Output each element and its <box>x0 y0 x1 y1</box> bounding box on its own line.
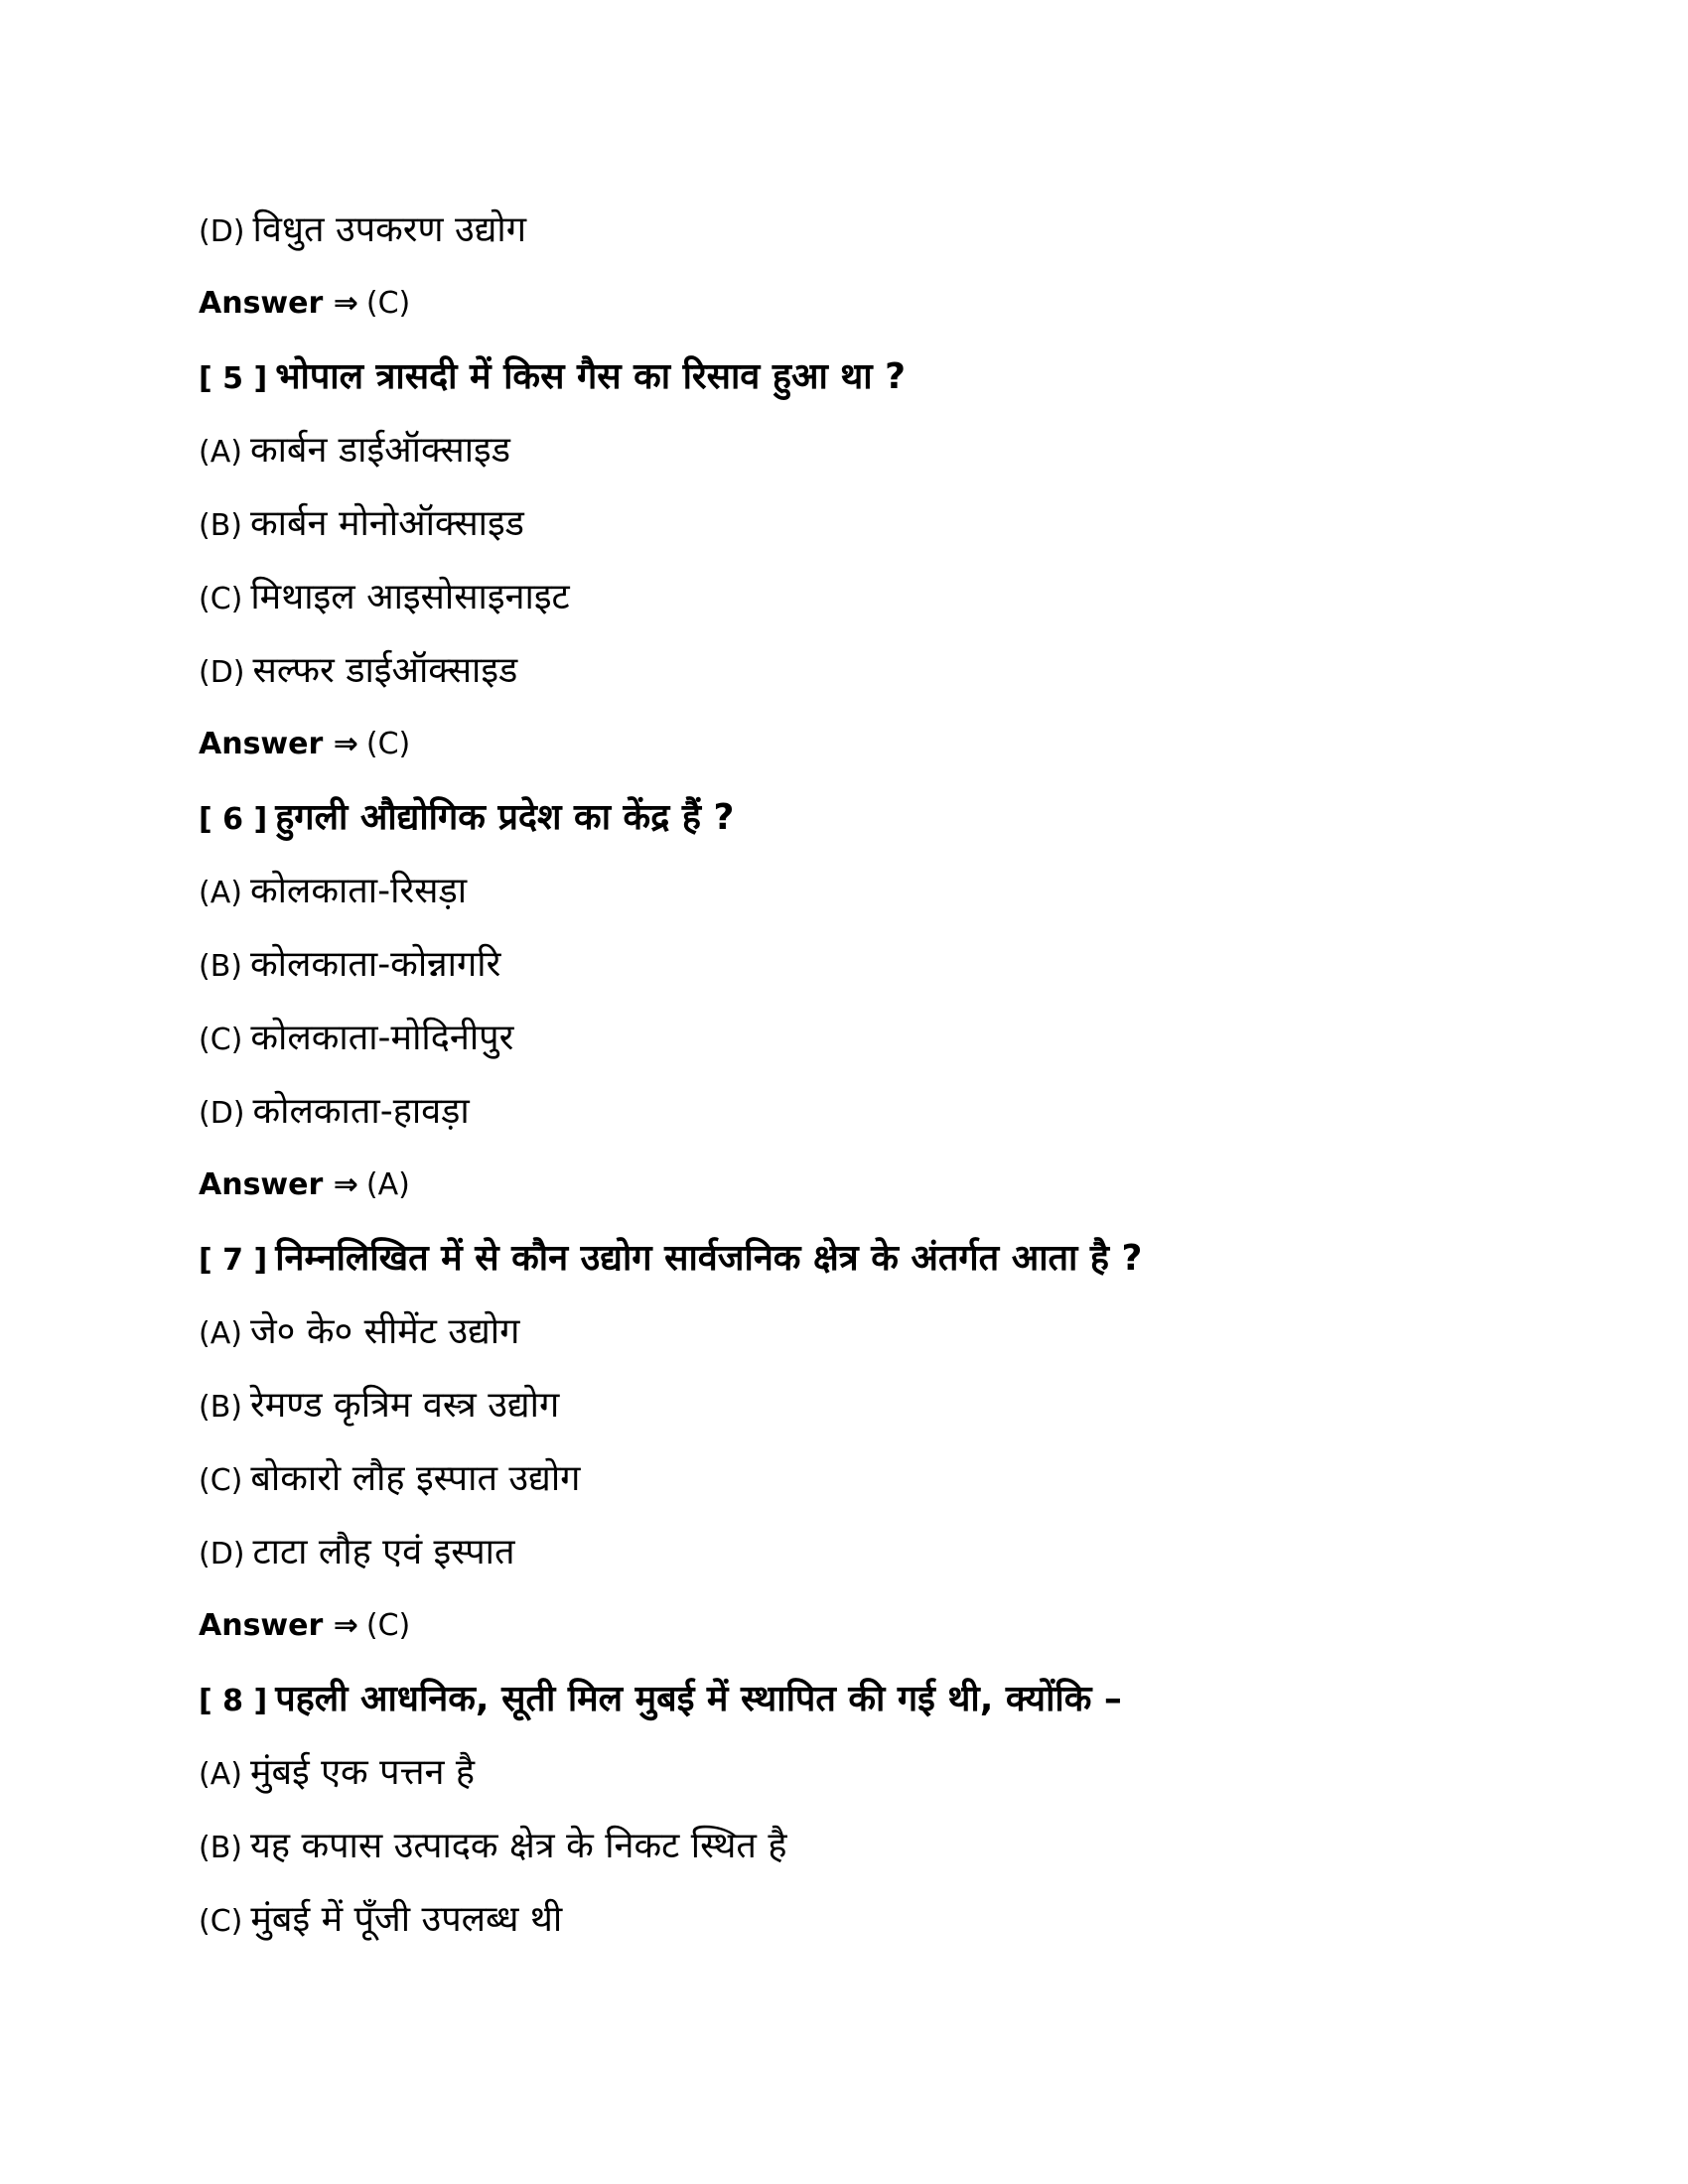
answer-value: (C) <box>365 286 411 321</box>
option-line <box>199 1369 1489 1442</box>
option-letter: (D) <box>199 214 245 249</box>
option-text: कार्बन डाईऑक्साइड <box>249 430 510 471</box>
option-letter: (A) <box>199 435 242 470</box>
question-number: [ 6 ] <box>199 802 268 837</box>
option-line <box>199 1736 1489 1810</box>
question-text: भोपाल त्रासदी में किस गैस का रिसाव हुआ था ? <box>275 356 907 397</box>
answer-line <box>199 1149 1489 1222</box>
option-letter: (C) <box>199 582 243 616</box>
option-line <box>199 414 1489 487</box>
answer-value: (C) <box>365 1608 411 1643</box>
option-letter: (A) <box>199 1757 242 1792</box>
option-text: मुंबई एक पत्तन है <box>249 1752 476 1793</box>
answer-value: (C) <box>365 727 411 761</box>
option-text: कार्बन मोनोऑक्साइड <box>250 503 524 544</box>
option-letter: (B) <box>199 508 242 543</box>
option-line <box>199 1442 1489 1516</box>
option-text: मुंबई में पूँजी उपलब्ध थी <box>250 1899 563 1940</box>
option-line <box>199 487 1489 561</box>
question-line <box>199 1663 1489 1736</box>
option-text: कोलकाता-मोदिनीपुर <box>250 1018 514 1058</box>
answer-label: Answer ⇒ <box>199 1608 358 1643</box>
option-line <box>199 855 1489 928</box>
option-text: मिथाइल आइसोसाइनाइट <box>250 577 570 617</box>
option-letter: (D) <box>199 1537 245 1571</box>
option-text: कोलकाता-रिसड़ा <box>249 871 468 911</box>
option-line <box>199 634 1489 708</box>
option-text: बोकारो लौह इस्पात उद्योग <box>250 1458 581 1499</box>
answer-label: Answer ⇒ <box>199 286 358 321</box>
option-text: विधुत उपकरण उद्योग <box>252 209 526 250</box>
option-line <box>199 1075 1489 1149</box>
option-line <box>199 561 1489 634</box>
option-text: यह कपास उत्पादक क्षेत्र के निकट स्थित है <box>250 1826 787 1866</box>
option-text: टाटा लौह एवं इस्पात <box>252 1532 515 1572</box>
option-line <box>199 1883 1489 1957</box>
question-number: [ 5 ] <box>199 361 268 396</box>
question-text: पहली आधनिक, सूती मिल मुबई में स्थापित की गई थी, क्योंकि – <box>275 1679 1122 1719</box>
option-text: कोलकाता-हावड़ा <box>252 1091 470 1132</box>
option-text: रेमण्ड कृत्रिम वस्त्र उद्योग <box>250 1385 560 1426</box>
question-text: हुगली औद्योगिक प्रदेश का केंद्र हैं ? <box>275 797 735 838</box>
option-letter: (B) <box>199 1831 242 1865</box>
option-letter: (A) <box>199 1316 242 1351</box>
question-text: निम्नलिखित में से कौन उद्योग सार्वजनिक क्षेत्र के अंतर्गत आता है ? <box>275 1238 1143 1279</box>
document-page <box>199 194 1489 1957</box>
question-number: [ 7 ] <box>199 1243 268 1278</box>
option-text: सल्फर डाईऑक्साइड <box>252 650 518 691</box>
answer-line <box>199 1589 1489 1663</box>
answer-line <box>199 267 1489 341</box>
answer-label: Answer ⇒ <box>199 727 358 761</box>
option-text: जे० के० सीमेंट उद्योग <box>249 1311 520 1352</box>
option-line <box>199 928 1489 1002</box>
answer-line <box>199 708 1489 781</box>
option-letter: (C) <box>199 1463 243 1498</box>
question-line <box>199 1222 1489 1296</box>
option-line <box>199 1810 1489 1883</box>
question-number: [ 8 ] <box>199 1684 268 1718</box>
option-text: कोलकाता-कोन्नागरि <box>250 944 501 985</box>
option-letter: (B) <box>199 949 242 984</box>
option-line <box>199 194 1489 267</box>
question-line <box>199 341 1489 414</box>
option-line <box>199 1296 1489 1369</box>
option-letter: (C) <box>199 1023 243 1057</box>
answer-label: Answer ⇒ <box>199 1167 358 1202</box>
option-line <box>199 1516 1489 1589</box>
question-line <box>199 781 1489 855</box>
option-letter: (A) <box>199 876 242 910</box>
answer-value: (A) <box>365 1167 410 1202</box>
option-line <box>199 1002 1489 1075</box>
option-letter: (B) <box>199 1390 242 1425</box>
option-letter: (C) <box>199 1904 243 1939</box>
option-letter: (D) <box>199 655 245 690</box>
option-letter: (D) <box>199 1096 245 1131</box>
